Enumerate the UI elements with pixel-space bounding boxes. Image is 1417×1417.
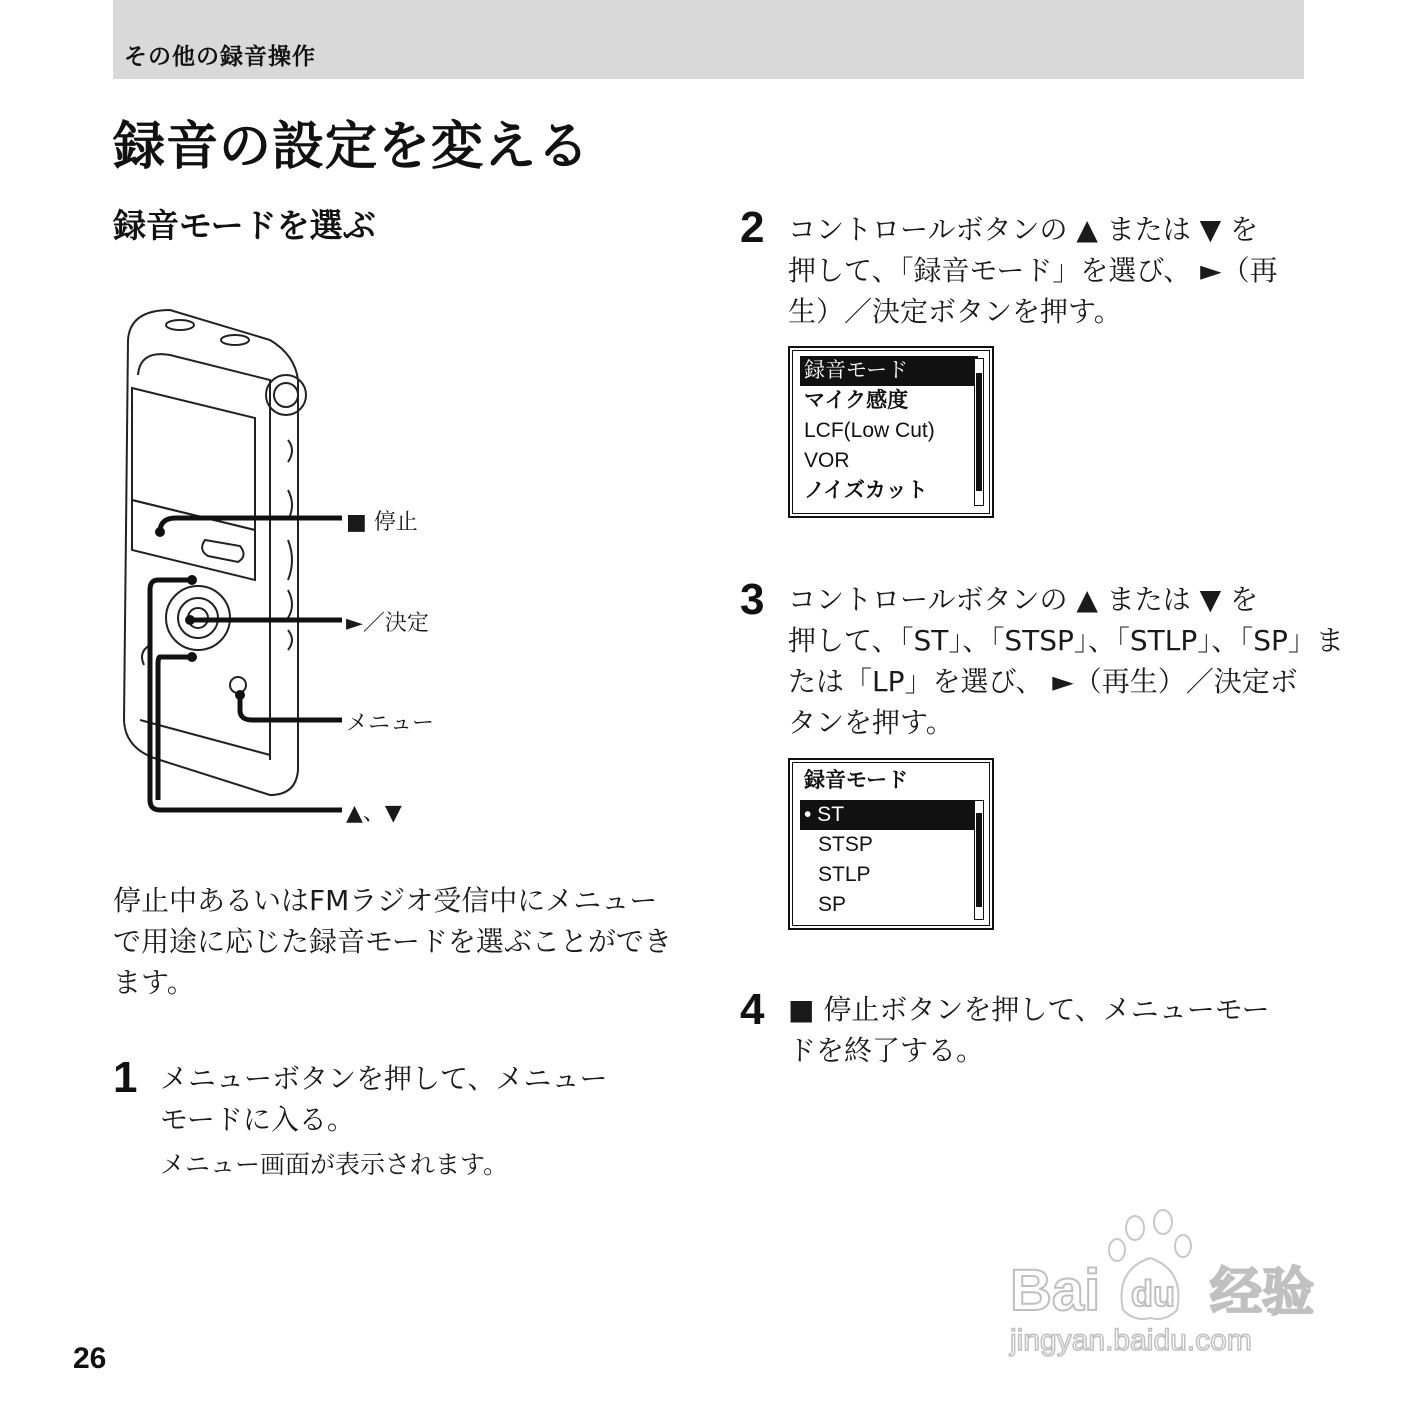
step-line: 押して、「録音モード」を選び、 ►（再 — [788, 254, 1278, 287]
menu-item: マイク感度 — [804, 389, 909, 412]
intro-line: ます。 — [113, 966, 195, 999]
step-4-text — [788, 989, 1270, 1071]
page-title: 録音の設定を変える — [113, 117, 591, 177]
menu-item: LCF(Low Cut) — [804, 419, 935, 442]
step-line: タンを押す。 — [788, 706, 954, 739]
menu-item: • ST — [800, 800, 978, 830]
stop-label: ■ 停止 — [346, 510, 418, 535]
step-line: たは「LP」を選び、 ►（再生）／決定ボ — [788, 665, 1298, 698]
step-1-text — [160, 1058, 607, 1185]
menu-item: STSP — [818, 833, 873, 856]
section-header: その他の録音操作 — [124, 44, 316, 70]
page-number: 26 — [73, 1342, 107, 1375]
svg-text:jingyan.baidu.com: jingyan.baidu.com — [1010, 1324, 1252, 1357]
baidu-watermark-logo — [1005, 1200, 1335, 1370]
step-line: メニューボタンを押して、メニュー — [160, 1062, 608, 1095]
step-line: ドを終了する。 — [788, 1034, 985, 1067]
step-3-text — [788, 579, 1344, 743]
step-line: コントロールボタンの ▲ または ▼ を — [788, 583, 1259, 616]
step-line: 押して、「ST」、「STSP」、「STLP」、「SP」ま — [788, 624, 1344, 657]
screen-title: 録音モード — [804, 769, 909, 792]
up-down-label: ▲、▼ — [346, 801, 402, 826]
section-title: 録音モードを選ぶ — [113, 206, 376, 245]
record-mode-screen — [788, 758, 994, 930]
recorder-illustration — [110, 300, 370, 830]
step-line: コントロールボタンの ▲ または ▼ を — [788, 213, 1259, 246]
menu-screen — [788, 346, 994, 518]
intro-paragraph — [113, 880, 672, 1003]
menu-item: SP — [818, 893, 847, 916]
step-2-text — [788, 209, 1278, 332]
step-line: ■ 停止ボタンを押して、メニューモー — [788, 993, 1270, 1026]
intro-line: で用途に応じた録音モードを選ぶことができ — [113, 925, 672, 958]
scrollbar — [974, 800, 984, 920]
menu-item: STLP — [818, 863, 871, 886]
intro-line: 停止中あるいはFMラジオ受信中にメニュー — [113, 884, 658, 917]
step-note: メニュー画面が表示されます。 — [160, 1150, 509, 1179]
step-line: 生）／決定ボタンを押す。 — [788, 295, 1122, 328]
menu-label: メニュー — [346, 711, 435, 736]
play-enter-label: ►／決定 — [346, 611, 429, 636]
step-4-number: 4 — [740, 985, 765, 1034]
svg-text:经验: 经验 — [1210, 1264, 1315, 1322]
svg-text:du: du — [1131, 1273, 1175, 1314]
step-2-number: 2 — [740, 203, 765, 252]
svg-text:Bai: Bai — [1010, 1258, 1101, 1323]
step-3-number: 3 — [740, 575, 765, 624]
menu-item: 録音モード — [800, 356, 978, 386]
menu-item: VOR — [804, 449, 850, 472]
scrollbar — [974, 358, 984, 506]
step-1-number: 1 — [113, 1053, 138, 1102]
step-line: モードに入る。 — [160, 1103, 355, 1136]
menu-item: ノイズカット — [804, 479, 928, 502]
